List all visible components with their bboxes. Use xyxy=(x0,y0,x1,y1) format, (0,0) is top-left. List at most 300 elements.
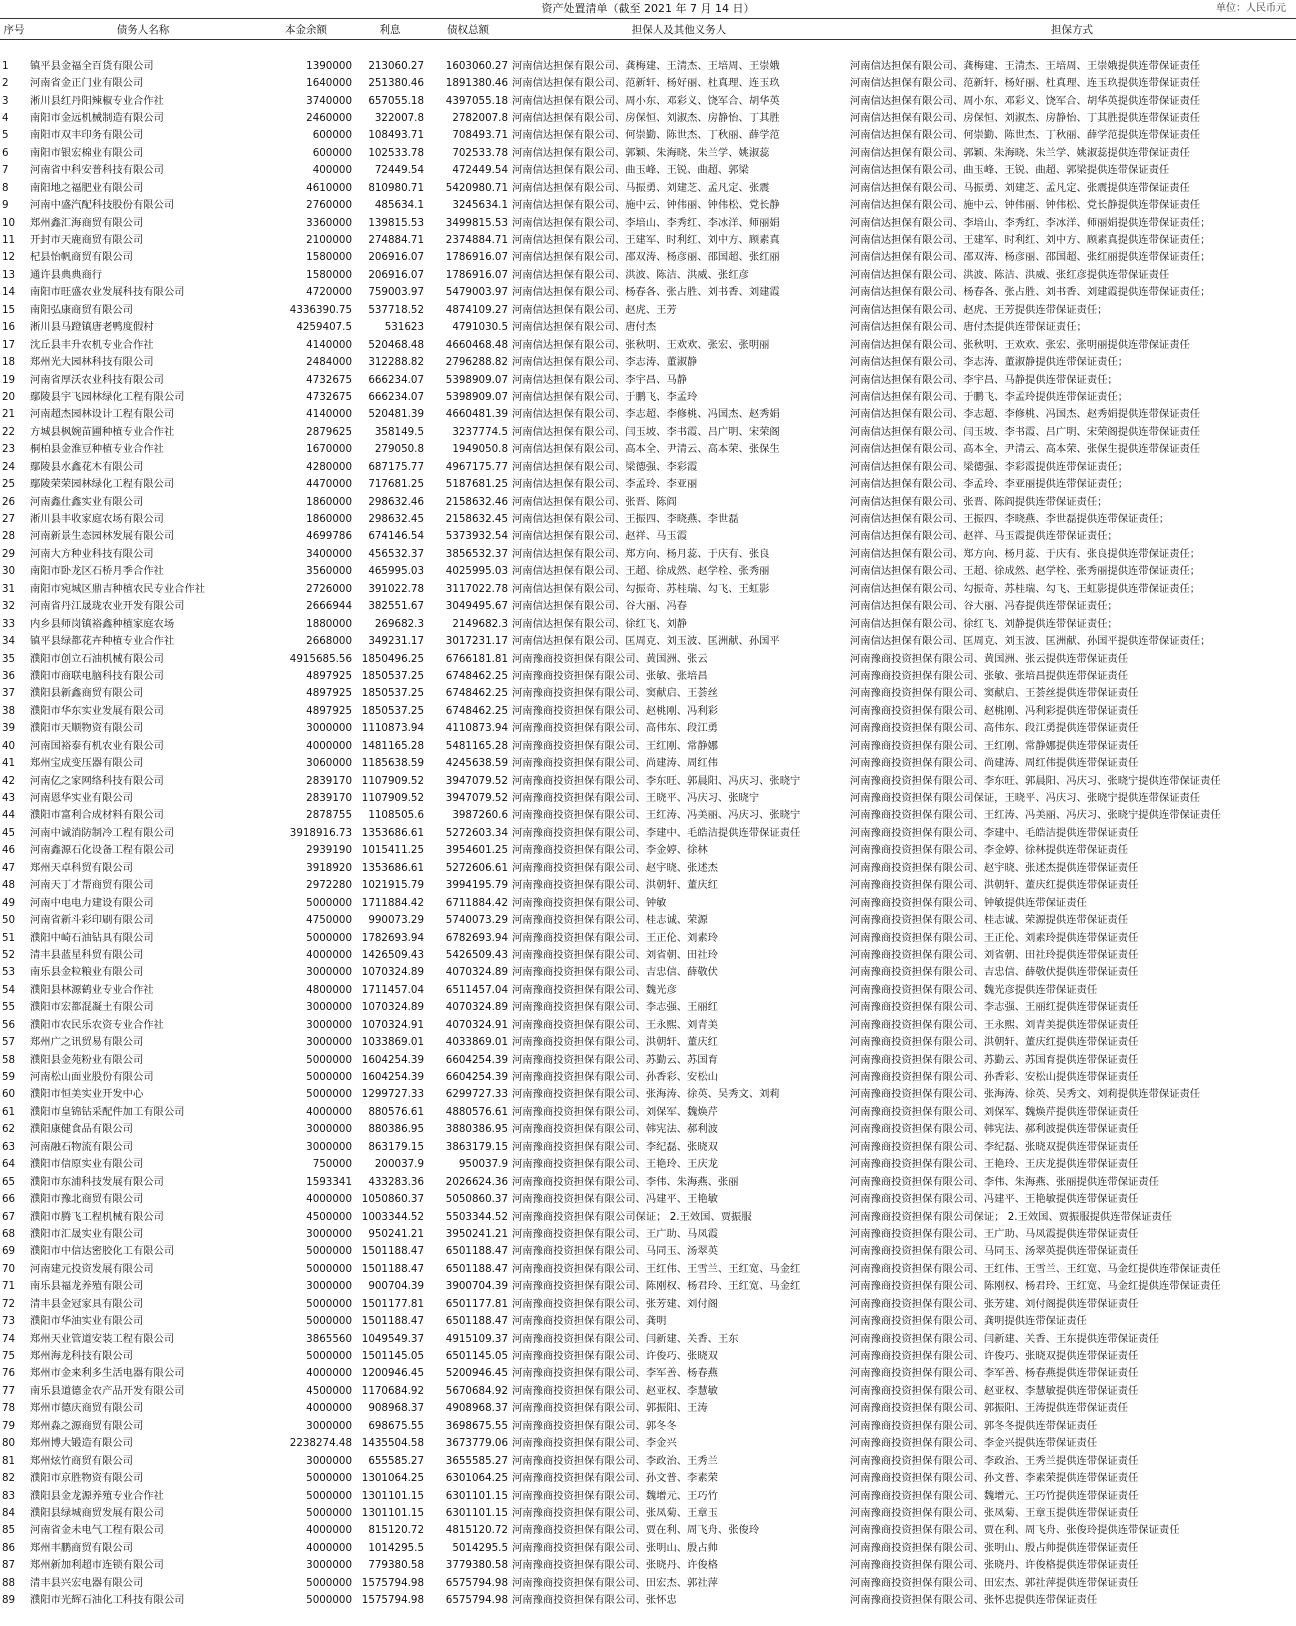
cell-guarantee-method: 河南信达担保有限公司、王建军、时利红、刘中方、顾素真提供连带保证责任； xyxy=(850,234,1211,247)
cell-guarantee-method: 河南信达担保有限公司、范新轩、杨好丽、杜真理、连玉玖提供连带保证责任 xyxy=(850,77,1201,90)
cell-interest: 1003344.52 xyxy=(361,1210,424,1223)
cell-index: 17 xyxy=(2,338,16,351)
cell-interest: 382551.67 xyxy=(368,600,424,613)
cell-guarantee-method: 河南信达担保有限公司、闫玉坡、李书霞、吕广明、宋荣阁提供连带保证责任 xyxy=(850,425,1201,438)
cell-guarantee-method: 河南豫商投资担保有限公司、洪朝轩、董庆红提供连带保证责任 xyxy=(850,879,1139,892)
cell-index: 74 xyxy=(2,1332,16,1345)
cell-principal-balance: 5000000 xyxy=(306,896,352,909)
cell-debtor-name: 郑州广之讯贸易有限公司 xyxy=(30,1036,144,1049)
cell-principal-balance: 4500000 xyxy=(306,1384,352,1397)
cell-index: 72 xyxy=(2,1297,16,1310)
cell-principal-balance: 4800000 xyxy=(306,983,352,996)
table-row xyxy=(0,1330,1296,1347)
cell-guarantee-method: 河南信达担保有限公司、杨春各、张占胜、刘书香、刘建霞提供连带保证责任； xyxy=(850,286,1211,299)
cell-principal-balance: 2839170 xyxy=(306,774,352,787)
cell-total-claim: 2796288.82 xyxy=(445,356,508,369)
cell-interest: 1604254.39 xyxy=(361,1053,424,1066)
cell-guarantors: 河南豫商投资担保有限公司、李纪磊、张晓双 xyxy=(512,1140,718,1153)
cell-principal-balance: 1640000 xyxy=(306,77,352,90)
table-row xyxy=(0,493,1296,510)
cell-guarantee-method: 河南信达担保有限公司、徐红飞、刘静提供连带保证责任； xyxy=(850,617,1118,630)
cell-index: 81 xyxy=(2,1454,16,1467)
cell-total-claim: 4880576.61 xyxy=(445,1105,508,1118)
cell-guarantee-method: 河南豫商投资担保有限公司、张敏、张培昌提供连带保证责任 xyxy=(850,669,1129,682)
cell-principal-balance: 4000000 xyxy=(306,1524,352,1537)
table-row xyxy=(0,581,1296,598)
cell-principal-balance: 3740000 xyxy=(306,94,352,107)
cell-interest: 815120.72 xyxy=(368,1524,424,1537)
table-row xyxy=(0,964,1296,981)
cell-principal-balance: 3918920 xyxy=(306,861,352,874)
cell-guarantors: 河南豫商投资担保有限公司、李金兴 xyxy=(512,1437,677,1450)
cell-guarantee-method: 河南信达担保有限公司、邵双涛、杨彦丽、邵国超、张红丽提供连带保证责任； xyxy=(850,251,1211,264)
table-row xyxy=(0,1173,1296,1190)
cell-guarantors: 河南豫商投资担保有限公司、张芳建、刘付阁 xyxy=(512,1297,718,1310)
table-row xyxy=(0,772,1296,789)
cell-total-claim: 6301101.15 xyxy=(445,1489,508,1502)
cell-index: 22 xyxy=(2,425,16,438)
cell-debtor-name: 淅川县马蹬镇唐老鸭度假村 xyxy=(30,321,154,334)
cell-interest: 657055.18 xyxy=(368,94,424,107)
table-row xyxy=(0,1296,1296,1313)
cell-interest: 139815.53 xyxy=(368,216,424,229)
cell-principal-balance: 4732675 xyxy=(306,390,352,403)
table-row xyxy=(0,249,1296,266)
cell-total-claim: 3673779.06 xyxy=(445,1437,508,1450)
cell-index: 54 xyxy=(2,983,16,996)
cell-interest: 1426509.43 xyxy=(361,948,424,961)
table-row xyxy=(0,214,1296,231)
cell-total-claim: 4791030.5 xyxy=(452,321,508,334)
cell-interest: 206916.07 xyxy=(368,268,424,281)
cell-debtor-name: 郑州淼之源商贸有限公司 xyxy=(30,1419,144,1432)
cell-principal-balance: 3360000 xyxy=(306,216,352,229)
cell-debtor-name: 濮阳市天顺物资有限公司 xyxy=(30,722,144,735)
cell-debtor-name: 河南中诚消防制冷工程有限公司 xyxy=(30,826,175,839)
cell-debtor-name: 河南超杰园林设计工程有限公司 xyxy=(30,408,175,421)
cell-index: 50 xyxy=(2,914,16,927)
cell-interest: 1110873.94 xyxy=(361,722,424,735)
cell-guarantors: 河南豫商投资担保有限公司、马同玉、汤翠英 xyxy=(512,1245,718,1258)
cell-index: 80 xyxy=(2,1437,16,1450)
cell-guarantors: 河南信达担保有限公司、张秋明、王欢欢、张宏、张明丽 xyxy=(512,338,770,351)
cell-guarantors: 河南豫商投资担保有限公司、赵宇晓、张述杰 xyxy=(512,861,718,874)
cell-guarantee-method: 河南豫商投资担保有限公司、魏增元、王巧竹提供连带保证责任 xyxy=(850,1489,1139,1502)
cell-total-claim: 6301101.15 xyxy=(445,1506,508,1519)
table-row xyxy=(0,302,1296,319)
cell-guarantee-method: 河南豫商投资担保有限公司、王红刚、常静娜提供连带保证责任 xyxy=(850,739,1139,752)
cell-index: 83 xyxy=(2,1489,16,1502)
cell-interest: 72449.54 xyxy=(374,164,424,177)
cell-index: 75 xyxy=(2,1350,16,1363)
header-index: 序号 xyxy=(0,19,28,40)
cell-debtor-name: 鄢陵县水鑫花木有限公司 xyxy=(30,460,144,473)
cell-principal-balance: 3560000 xyxy=(306,565,352,578)
cell-debtor-name: 郑州市金来利多生活电器有限公司 xyxy=(30,1367,185,1380)
table-row xyxy=(0,162,1296,179)
cell-guarantee-method: 河南豫商投资担保有限公司、吉忠信、薛敬伏提供连带保证责任 xyxy=(850,966,1139,979)
cell-guarantors: 河南豫商投资担保有限公司、李政治、王秀兰 xyxy=(512,1454,718,1467)
cell-debtor-name: 濮阳中崎石油钻具有限公司 xyxy=(30,931,154,944)
cell-interest: 1301101.15 xyxy=(361,1489,424,1502)
cell-guarantee-method: 河南豫商投资担保有限公司、张海涛、徐英、吴秀文、刘莉提供连带保证责任 xyxy=(850,1088,1201,1101)
cell-total-claim: 3880386.95 xyxy=(445,1123,508,1136)
table-row xyxy=(0,336,1296,353)
cell-index: 30 xyxy=(2,565,16,578)
cell-index: 86 xyxy=(2,1541,16,1554)
table-row xyxy=(0,180,1296,197)
cell-guarantors: 河南信达担保有限公司、唐付杰 xyxy=(512,321,657,334)
cell-interest: 1107909.52 xyxy=(361,792,424,805)
cell-interest: 465995.03 xyxy=(368,565,424,578)
cell-guarantee-method: 河南豫商投资担保有限公司、郭冬冬提供连带保证责任 xyxy=(850,1419,1098,1432)
cell-guarantors: 河南信达担保有限公司、郭颖、朱海晓、朱兰学、姚淑蕊 xyxy=(512,146,770,159)
cell-principal-balance: 5000000 xyxy=(306,1506,352,1519)
table-row xyxy=(0,406,1296,423)
cell-guarantee-method: 河南信达担保有限公司、于鹏飞、李孟玲提供连带保证责任； xyxy=(850,390,1129,403)
cell-guarantee-method: 河南豫商投资担保有限公司、冯建平、王艳敏提供连带保证责任 xyxy=(850,1193,1139,1206)
cell-debtor-name: 河南省金未电气工程有限公司 xyxy=(30,1524,164,1537)
cell-principal-balance: 5000000 xyxy=(306,1315,352,1328)
cell-guarantors: 河南信达担保有限公司、李培山、李秀红、李冰洋、师丽娟 xyxy=(512,216,780,229)
cell-total-claim: 3856532.37 xyxy=(445,547,508,560)
cell-guarantee-method: 河南信达担保有限公司、唐付杰提供连带保证责任； xyxy=(850,321,1087,334)
cell-index: 63 xyxy=(2,1140,16,1153)
cell-principal-balance: 2668000 xyxy=(306,635,352,648)
cell-index: 39 xyxy=(2,722,16,735)
cell-debtor-name: 濮阳县金龙源养殖专业合作社 xyxy=(30,1489,164,1502)
cell-interest: 990073.29 xyxy=(368,914,424,927)
cell-index: 84 xyxy=(2,1506,16,1519)
cell-index: 18 xyxy=(2,356,16,369)
cell-interest: 1015411.25 xyxy=(361,844,424,857)
cell-guarantee-method: 河南豫商投资担保有限公司、赵宇晓、张述杰提供连带保证责任 xyxy=(850,861,1139,874)
cell-total-claim: 3237774.5 xyxy=(452,425,508,438)
cell-index: 33 xyxy=(2,617,16,630)
cell-index: 12 xyxy=(2,251,16,264)
title-bar xyxy=(0,0,1296,19)
cell-guarantors: 河南信达担保有限公司、房保恒、刘淑杰、房静怡、丁其胜 xyxy=(512,111,780,124)
cell-total-claim: 1786916.07 xyxy=(445,251,508,264)
cell-index: 15 xyxy=(2,303,16,316)
cell-debtor-name: 濮阳市农民乐农资专业合作社 xyxy=(30,1018,164,1031)
cell-debtor-name: 内乡县师岗镇裕鑫种植家庭农场 xyxy=(30,617,175,630)
cell-principal-balance: 3918916.73 xyxy=(289,826,352,839)
cell-guarantors: 河南豫商投资担保有限公司、桂志诚、荣源 xyxy=(512,914,708,927)
cell-index: 8 xyxy=(2,181,9,194)
cell-index: 89 xyxy=(2,1594,16,1607)
cell-guarantors: 河南豫商投资担保有限公司、李伟、朱海燕、张丽 xyxy=(512,1175,739,1188)
cell-total-claim: 3954601.25 xyxy=(445,844,508,857)
cell-debtor-name: 河南省厚沃农业科技有限公司 xyxy=(30,373,164,386)
cell-debtor-name: 河南建元投资发展有限公司 xyxy=(30,1262,154,1275)
table-body xyxy=(0,40,1296,1610)
cell-interest: 1501177.81 xyxy=(361,1297,424,1310)
cell-principal-balance: 4750000 xyxy=(306,914,352,927)
cell-debtor-name: 郑州天业管道安装工程有限公司 xyxy=(30,1332,175,1345)
cell-interest: 1481165.28 xyxy=(361,739,424,752)
cell-guarantee-method: 河南豫商投资担保有限公司、贾在利、周飞舟、张俊玲提供连带保证责任 xyxy=(850,1524,1180,1537)
cell-total-claim: 5398909.07 xyxy=(445,390,508,403)
cell-interest: 1604254.39 xyxy=(361,1071,424,1084)
table-row xyxy=(0,354,1296,371)
cell-debtor-name: 镇平县金福全百货有限公司 xyxy=(30,59,154,72)
cell-total-claim: 4660481.39 xyxy=(445,408,508,421)
cell-guarantors: 河南豫商投资担保有限公司、高伟东、段江勇 xyxy=(512,722,718,735)
cell-principal-balance: 2939190 xyxy=(306,844,352,857)
cell-interest: 358149.5 xyxy=(374,425,424,438)
cell-debtor-name: 濮阳市汇晟实业有限公司 xyxy=(30,1227,144,1240)
cell-index: 55 xyxy=(2,1001,16,1014)
cell-total-claim: 3117022.78 xyxy=(445,582,508,595)
cell-interest: 298632.45 xyxy=(368,513,424,526)
cell-index: 20 xyxy=(2,390,16,403)
cell-debtor-name: 清丰县蓝星科贸有限公司 xyxy=(30,948,144,961)
cell-interest: 880386.95 xyxy=(368,1123,424,1136)
cell-total-claim: 6748462.25 xyxy=(445,669,508,682)
table-row xyxy=(0,1522,1296,1539)
cell-index: 66 xyxy=(2,1193,16,1206)
cell-index: 79 xyxy=(2,1419,16,1432)
cell-principal-balance: 5000000 xyxy=(306,1297,352,1310)
cell-debtor-name: 郑州炫竹商贸有限公司 xyxy=(30,1454,133,1467)
cell-interest: 1575794.98 xyxy=(361,1576,424,1589)
cell-guarantee-method: 河南豫商投资担保有限公司、窦献启、王荟丝提供连带保证责任 xyxy=(850,687,1139,700)
cell-total-claim: 4660468.48 xyxy=(445,338,508,351)
table-row xyxy=(0,1540,1296,1557)
cell-index: 88 xyxy=(2,1576,16,1589)
table-row xyxy=(0,668,1296,685)
cell-index: 7 xyxy=(2,164,9,177)
cell-guarantee-method: 河南信达担保有限公司、赵祥、马玉霞提供连带保证责任； xyxy=(850,530,1118,543)
cell-principal-balance: 4280000 xyxy=(306,460,352,473)
cell-interest: 1501145.05 xyxy=(361,1350,424,1363)
cell-guarantee-method: 河南豫商投资担保有限公司、李军善、杨春燕提供连带保证责任 xyxy=(850,1367,1139,1380)
cell-interest: 1850537.25 xyxy=(361,704,424,717)
cell-guarantee-method: 河南豫商投资担保有限公司、许俊巧、张晓双提供连带保证责任 xyxy=(850,1350,1139,1363)
cell-debtor-name: 鄢陵荣荣园林绿化工程有限公司 xyxy=(30,478,175,491)
cell-debtor-name: 河南新景生态园林发展有限公司 xyxy=(30,530,175,543)
cell-guarantee-method: 河南信达担保有限公司、匡周克、刘玉波、匡洲献、孙国平提供连带保证责任； xyxy=(850,635,1211,648)
cell-total-claim: 4070324.89 xyxy=(445,966,508,979)
cell-principal-balance: 3865560 xyxy=(306,1332,352,1345)
cell-total-claim: 3947079.52 xyxy=(445,774,508,787)
table-row xyxy=(0,999,1296,1016)
cell-interest: 1108505.6 xyxy=(368,809,424,822)
cell-total-claim: 4245638.59 xyxy=(445,757,508,770)
cell-principal-balance: 4259407.5 xyxy=(296,321,352,334)
table-row xyxy=(0,1051,1296,1068)
table-header-row xyxy=(0,19,1296,40)
table-row xyxy=(0,424,1296,441)
cell-index: 68 xyxy=(2,1227,16,1240)
cell-interest: 1014295.5 xyxy=(368,1541,424,1554)
cell-index: 28 xyxy=(2,530,16,543)
table-row xyxy=(0,1365,1296,1382)
cell-guarantors: 河南信达担保有限公司、施中云、钟伟丽、钟伟松、党长静 xyxy=(512,199,780,212)
table-row xyxy=(0,57,1296,74)
cell-total-claim: 6782693.94 xyxy=(445,931,508,944)
cell-total-claim: 950037.9 xyxy=(458,1158,508,1171)
table-row xyxy=(0,1452,1296,1469)
cell-principal-balance: 3000000 xyxy=(306,1419,352,1432)
cell-total-claim: 6575794.98 xyxy=(445,1576,508,1589)
cell-guarantors: 河南信达担保有限公司、赵虎、王芳 xyxy=(512,303,677,316)
cell-guarantee-method: 河南豫商投资担保有限公司、马同玉、汤翠英提供连带保证责任 xyxy=(850,1245,1139,1258)
cell-debtor-name: 郑州光大园林科技有限公司 xyxy=(30,356,154,369)
cell-interest: 1711884.42 xyxy=(361,896,424,909)
table-row xyxy=(0,703,1296,720)
cell-interest: 206916.07 xyxy=(368,251,424,264)
cell-index: 64 xyxy=(2,1158,16,1171)
cell-debtor-name: 濮阳市东浦科技发展有限公司 xyxy=(30,1175,164,1188)
cell-interest: 1501188.47 xyxy=(361,1262,424,1275)
cell-principal-balance: 4140000 xyxy=(306,408,352,421)
table-row xyxy=(0,1557,1296,1574)
cell-guarantee-method: 河南信达担保有限公司、马振勇、刘建芝、孟凡定、张震提供连带保证责任 xyxy=(850,181,1190,194)
cell-guarantors: 河南豫商投资担保有限公司、张海涛、徐英、吴秀文、刘莉 xyxy=(512,1088,780,1101)
cell-principal-balance: 1860000 xyxy=(306,513,352,526)
cell-interest: 322007.8 xyxy=(374,111,424,124)
cell-interest: 698675.55 xyxy=(368,1419,424,1432)
cell-guarantee-method: 河南信达担保有限公司、高本全、尹清云、高本荣、张保生提供连带保证责任 xyxy=(850,443,1201,456)
cell-guarantee-method: 河南豫商投资担保有限公司、张凤菊、王章玉提供连带保证责任 xyxy=(850,1506,1139,1519)
table-row xyxy=(0,546,1296,563)
cell-guarantors: 河南豫商投资担保有限公司、龚明 xyxy=(512,1315,667,1328)
cell-index: 6 xyxy=(2,146,9,159)
cell-debtor-name: 开封市天鹿商贸有限公司 xyxy=(30,234,144,247)
cell-guarantee-method: 河南豫商投资担保有限公司、赵亚权、李慧敏提供连带保证责任 xyxy=(850,1384,1139,1397)
cell-index: 10 xyxy=(2,216,16,229)
cell-guarantee-method: 河南豫商投资担保有限公司、李志强、王丽红提供连带保证责任 xyxy=(850,1001,1139,1014)
cell-total-claim: 5426509.43 xyxy=(445,948,508,961)
cell-index: 61 xyxy=(2,1105,16,1118)
cell-debtor-name: 濮阳市信原实业有限公司 xyxy=(30,1158,144,1171)
cell-guarantors: 河南信达担保有限公司、郑方向、杨月蕊、于庆有、张良 xyxy=(512,547,770,560)
cell-guarantee-method: 河南信达担保有限公司、龚梅建、王清杰、王培周、王崇娥提供连带保证责任 xyxy=(850,59,1201,72)
cell-total-claim: 4033869.01 xyxy=(445,1036,508,1049)
cell-principal-balance: 3000000 xyxy=(306,1454,352,1467)
cell-total-claim: 4967175.77 xyxy=(445,460,508,473)
cell-guarantors: 河南豫商投资担保有限公司、李东旺、郭晨阳、冯庆习、张晓宁 xyxy=(512,774,801,787)
cell-guarantee-method: 河南豫商投资担保有限公司、李建中、毛皓洁提供连带保证责任 xyxy=(850,826,1139,839)
cell-guarantors: 河南豫商投资担保有限公司、苏勤云、苏国育 xyxy=(512,1053,718,1066)
cell-guarantee-method: 河南信达担保有限公司、谷大丽、冯春提供连带保证责任； xyxy=(850,600,1118,613)
table-row xyxy=(0,842,1296,859)
cell-principal-balance: 1860000 xyxy=(306,495,352,508)
table-row xyxy=(0,1034,1296,1051)
cell-guarantee-method: 河南信达担保有限公司、李孟玲、李亚丽提供连带保证责任； xyxy=(850,478,1129,491)
cell-interest: 908968.37 xyxy=(368,1402,424,1415)
cell-guarantors: 河南豫商投资担保有限公司、窦献启、王荟丝 xyxy=(512,687,718,700)
cell-debtor-name: 河南鑫源石化设备工程有限公司 xyxy=(30,844,175,857)
cell-principal-balance: 2484000 xyxy=(306,356,352,369)
cell-index: 77 xyxy=(2,1384,16,1397)
cell-principal-balance: 400000 xyxy=(312,164,352,177)
cell-index: 62 xyxy=(2,1123,16,1136)
cell-debtor-name: 河南鑫仕鑫实业有限公司 xyxy=(30,495,144,508)
table-row xyxy=(0,110,1296,127)
cell-guarantors: 河南豫商投资担保有限公司、刘省朝、田社玲 xyxy=(512,948,718,961)
cell-guarantee-method: 河南信达担保有限公司、郑方向、杨月蕊、于庆有、张良提供连带保证责任； xyxy=(850,547,1201,560)
cell-debtor-name: 南阳弘康商贸有限公司 xyxy=(30,303,133,316)
cell-index: 5 xyxy=(2,129,9,142)
cell-guarantee-method: 河南信达担保有限公司、张秋明、王欢欢、张宏、张明丽提供连带保证责任 xyxy=(850,338,1190,351)
cell-debtor-name: 淅川县丰收家庭农场有限公司 xyxy=(30,513,164,526)
cell-guarantee-method: 河南豫商投资担保有限公司、王广助、马凤霞提供连带保证责任 xyxy=(850,1227,1139,1240)
cell-principal-balance: 1880000 xyxy=(306,617,352,630)
cell-debtor-name: 清丰县兴宏电器有限公司 xyxy=(30,1576,144,1589)
cell-principal-balance: 4897925 xyxy=(306,687,352,700)
cell-guarantee-method: 河南豫商投资担保有限公司、闫新建、关香、王东提供连带保证责任 xyxy=(850,1332,1159,1345)
cell-index: 87 xyxy=(2,1559,16,1572)
cell-principal-balance: 2238274.48 xyxy=(289,1437,352,1450)
cell-index: 21 xyxy=(2,408,16,421)
cell-guarantors: 河南信达担保有限公司、王振四、李晓燕、李世磊 xyxy=(512,513,739,526)
cell-guarantors: 河南信达担保有限公司、勾振奇、苏桂瑞、勾飞、王虹影 xyxy=(512,582,770,595)
table-row xyxy=(0,1383,1296,1400)
cell-guarantee-method: 河南豫商投资担保有限公司、李伟、朱海燕、张丽提供连带保证责任 xyxy=(850,1175,1159,1188)
cell-guarantors: 河南豫商投资担保有限公司、李金婷、徐林 xyxy=(512,844,708,857)
cell-total-claim: 4025995.03 xyxy=(445,565,508,578)
cell-guarantors: 河南豫商投资担保有限公司、王正伦、刘素玲 xyxy=(512,931,718,944)
cell-interest: 1782693.94 xyxy=(361,931,424,944)
header-guarantee-method: 担保方式 xyxy=(848,19,1296,40)
cell-index: 2 xyxy=(2,77,9,90)
cell-total-claim: 3655585.27 xyxy=(445,1454,508,1467)
cell-principal-balance: 4000000 xyxy=(306,739,352,752)
cell-principal-balance: 4897925 xyxy=(306,704,352,717)
cell-debtor-name: 南阳市双丰印务有限公司 xyxy=(30,129,144,142)
cell-guarantors: 河南信达担保有限公司、李孟玲、李亚丽 xyxy=(512,478,698,491)
cell-interest: 1850537.25 xyxy=(361,669,424,682)
cell-guarantors: 河南信达担保有限公司、梁德强、李彩霞 xyxy=(512,460,698,473)
cell-guarantee-method: 河南豫商投资担保有限公司、刘保军、魏焕芹提供连带保证责任 xyxy=(850,1105,1139,1118)
cell-guarantors: 河南豫商投资担保有限公司、冯建平、王艳敏 xyxy=(512,1193,718,1206)
cell-debtor-name: 濮阳市京胜物资有限公司 xyxy=(30,1472,144,1485)
table-row xyxy=(0,615,1296,632)
cell-principal-balance: 2879625 xyxy=(306,425,352,438)
cell-interest: 863179.15 xyxy=(368,1140,424,1153)
cell-guarantors: 河南豫商投资担保有限公司、王晓平、冯庆习、张晓宁 xyxy=(512,792,760,805)
cell-debtor-name: 濮阳市皇锦钻采配件加工有限公司 xyxy=(30,1105,185,1118)
table-row xyxy=(0,720,1296,737)
table-row xyxy=(0,371,1296,388)
cell-principal-balance: 750000 xyxy=(312,1158,352,1171)
cell-guarantee-method: 河南豫商投资担保有限公司、张怀忠提供连带保证责任 xyxy=(850,1594,1098,1607)
cell-debtor-name: 杞县怡帆商贸有限公司 xyxy=(30,251,133,264)
cell-principal-balance: 1593341 xyxy=(306,1175,352,1188)
cell-guarantors: 河南信达担保有限公司、杨春各、张占胜、刘书香、刘建霞 xyxy=(512,286,780,299)
cell-total-claim: 3698675.55 xyxy=(445,1419,508,1432)
cell-index: 53 xyxy=(2,966,16,979)
cell-debtor-name: 濮阳市中信达密胶化工有限公司 xyxy=(30,1245,175,1258)
cell-debtor-name: 郑州海龙科技有限公司 xyxy=(30,1350,133,1363)
cell-interest: 1033869.01 xyxy=(361,1036,424,1049)
cell-principal-balance: 3000000 xyxy=(306,1227,352,1240)
table-row xyxy=(0,1017,1296,1034)
cell-total-claim: 6711884.42 xyxy=(445,896,508,909)
cell-total-claim: 6766181.81 xyxy=(445,652,508,665)
cell-guarantee-method: 河南信达担保有限公司、赵虎、王芳提供连带保证责任； xyxy=(850,303,1108,316)
cell-index: 78 xyxy=(2,1402,16,1415)
cell-principal-balance: 3000000 xyxy=(306,722,352,735)
cell-interest: 1501188.47 xyxy=(361,1245,424,1258)
cell-principal-balance: 4470000 xyxy=(306,478,352,491)
cell-total-claim: 6748462.25 xyxy=(445,704,508,717)
cell-debtor-name: 郑州新加利超市连锁有限公司 xyxy=(30,1559,164,1572)
table-row xyxy=(0,1104,1296,1121)
